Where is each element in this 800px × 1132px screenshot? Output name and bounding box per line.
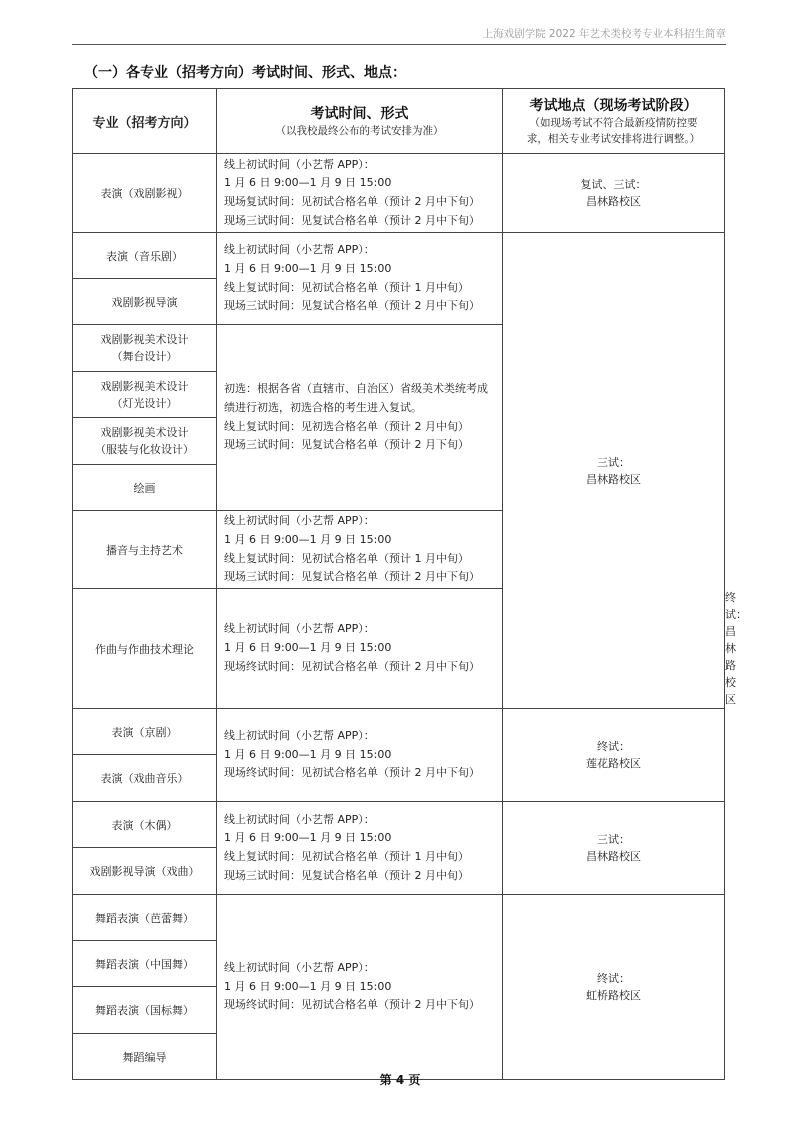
time-cell: 线上初试时间（小艺帮 APP）： 1 月 6 日 9:00—1 月 9 日 15:00 线上复试时间：见初试合格名单（预计 1 月中旬） 现场三试时间：见复试合格名单（预计 2 月中下旬）	[217, 233, 503, 325]
major-cell: 戏剧影视美术设计 （舞台设计）	[73, 325, 217, 372]
running-header	[72, 28, 726, 45]
running-title: 上海戏剧学院 2022 年艺术类校考专业本科招生简章	[482, 28, 726, 40]
major-cell: 绘画	[73, 465, 217, 511]
major-cell: 戏剧影视美术设计 （灯光设计）	[73, 372, 217, 418]
major-cell: 戏剧影视导演	[73, 279, 217, 325]
major-cell: 舞蹈编导	[73, 1034, 217, 1080]
header-major: 专业（招考方向）	[73, 89, 217, 154]
header-time	[217, 89, 503, 154]
place-cell: 复试、三试： 昌林路校区	[503, 154, 725, 233]
header-time-note: （以我校最终公布的考试安排为准）	[275, 125, 444, 137]
table-row	[73, 154, 725, 233]
header-time-title: 考试时间、形式	[310, 106, 409, 122]
place-cell: 终试： 莲花路校区	[503, 709, 725, 802]
time-cell: 线上初试时间（小艺帮 APP）： 1 月 6 日 9:00—1 月 9 日 15:00 现场复试时间：见初试合格名单（预计 2 月中下旬） 现场三试时间：见复试合格名单（预计 2 月中下旬）	[217, 154, 503, 233]
header-place-title: 考试地点（现场考试阶段）	[529, 98, 698, 114]
table-row	[73, 802, 725, 848]
time-cell: 线上初试时间（小艺帮 APP）： 1 月 6 日 9:00—1 月 9 日 15:00 现场终试时间：见初试合格名单（预计 2 月中下旬）	[217, 895, 503, 1080]
major-cell: 表演（音乐剧）	[73, 233, 217, 279]
major-cell: 表演（京剧）	[73, 709, 217, 755]
header-place-note-1: （如现场考试不符合最新疫情防控要	[529, 117, 698, 129]
header-place	[503, 89, 725, 154]
place-cell: 三试： 昌林路校区	[503, 802, 725, 895]
table-row	[73, 895, 725, 941]
major-cell: 舞蹈表演（国标舞）	[73, 987, 217, 1034]
time-cell: 线上初试时间（小艺帮 APP）： 1 月 6 日 9:00—1 月 9 日 15:00 线上复试时间：见初试合格名单（预计 1 月中旬） 现场三试时间：见复试合格名单（预计 2 月中下旬）	[217, 511, 503, 589]
time-cell: 初选：根据各省（直辖市、自治区）省级美术类统考成绩进行初选，初选合格的考生进入复试。 线上复试时间：见初选合格名单（预计 2 月中旬） 现场三试时间：见复试合格名单（预计 2 月下旬）	[217, 325, 503, 511]
major-cell: 播音与主持艺术	[73, 511, 217, 589]
major-cell: 舞蹈表演（芭蕾舞）	[73, 895, 217, 941]
time-cell: 线上初试时间（小艺帮 APP）： 1 月 6 日 9:00—1 月 9 日 15:00 现场终试时间：见初试合格名单（预计 2 月中下旬）	[217, 589, 503, 709]
section-title: （一）各专业（招考方向）考试时间、形式、地点：	[84, 65, 406, 81]
time-cell: 线上初试时间（小艺帮 APP）： 1 月 6 日 9:00—1 月 9 日 15:00 现场终试时间：见初试合格名单（预计 2 月中下旬）	[217, 709, 503, 802]
time-cell: 线上初试时间（小艺帮 APP）： 1 月 6 日 9:00—1 月 9 日 15:00 线上复试时间：见初试合格名单（预计 1 月中旬） 现场三试时间：见复试合格名单（预计 2 月中旬）	[217, 802, 503, 895]
table-header-row	[73, 89, 725, 154]
table-row: 作曲与作曲技术理论 线上初试时间（小艺帮 APP）： 1 月 6 日 9:00—1 月 9 日 15:00 现场终试时间：见初试合格名单（预计 2 月中下旬） 终试： 昌林路校区	[73, 589, 725, 709]
header-place-note-2: 求，相关专业考试安排将进行调整。）	[526, 133, 701, 145]
major-cell: 作曲与作曲技术理论	[73, 589, 217, 709]
place-cell: 终试： 虹桥路校区	[503, 895, 725, 1080]
page-number: 第 4 页	[379, 1073, 421, 1087]
major-cell: 舞蹈表演（中国舞）	[73, 941, 217, 987]
place-cell: 三试： 昌林路校区	[503, 233, 725, 709]
major-cell: 戏剧影视导演（戏曲）	[73, 848, 217, 895]
table-row	[73, 233, 725, 279]
major-cell: 表演（戏剧影视）	[73, 154, 217, 233]
exam-schedule-table	[72, 88, 747, 1080]
major-cell: 表演（木偶）	[73, 802, 217, 848]
major-cell: 表演（戏曲音乐）	[73, 755, 217, 802]
major-cell: 戏剧影视美术设计 （服装与化妆设计）	[73, 418, 217, 465]
table-row	[73, 709, 725, 755]
